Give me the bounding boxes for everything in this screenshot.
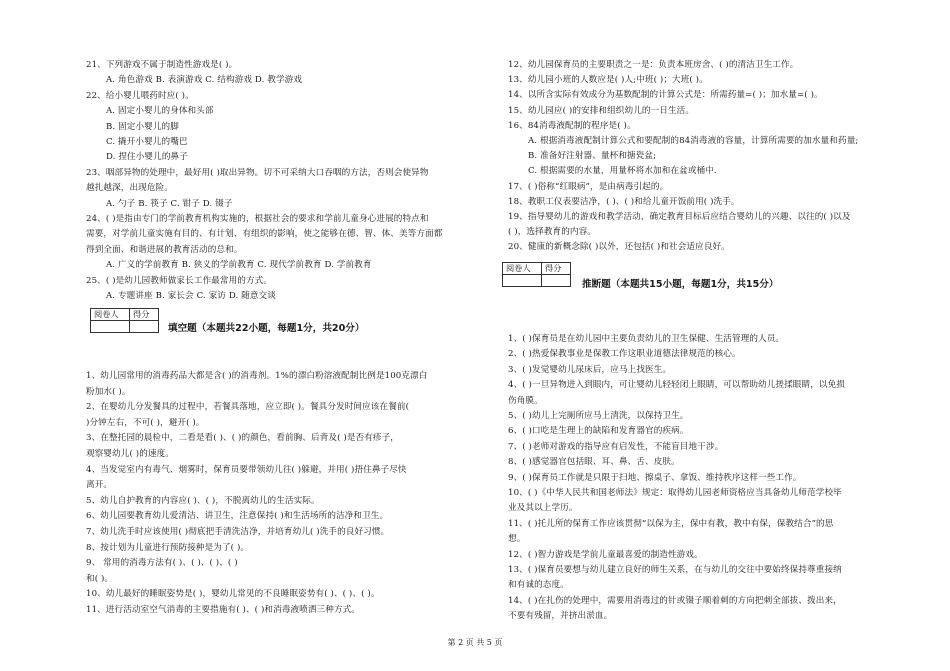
question-line: 8、( )感觉器官包括眼、耳、鼻、舌、皮肤。 xyxy=(508,457,680,468)
question-line: D. 捏住小婴儿的鼻子 xyxy=(106,152,188,163)
question-line: 25、( )是幼儿园教师做家长工作最常用的方式。 xyxy=(86,275,273,286)
question-line: 11、( )托儿所的保育工作应该贯彻“以保为主，保中有教，教中有保，保教结合”的思 xyxy=(508,518,834,529)
reviewer-label: 阅卷人 xyxy=(91,309,130,321)
question-line: 4、当发觉室内有毒气、烟雾时，保育员要带领幼儿往( )躲避，并用( )捂住鼻子尽快 xyxy=(86,464,407,475)
question-line: 13、幼儿园小班的人数应是( )人;中班( )；大班( )。 xyxy=(508,75,708,86)
question-line: 粉加水( )。 xyxy=(86,386,131,397)
question-line: 6、( )口吃是生理上的缺陷和发育器官的疾病。 xyxy=(508,426,689,437)
question-line: B. 准备好注射器、量杯和搪瓷盆; xyxy=(528,151,657,162)
question-line: 13、( )保育员要想与幼儿建立良好的师生关系，在与幼儿的交往中要始终保持尊重接纳 xyxy=(508,565,842,575)
question-line: 14、( )在扎伤的处理中，需要用消毒过的针或镊子顺着刺的方向把刺全部拔、拨出来， xyxy=(508,595,842,606)
question-line: 21、下列游戏不属于制造性游戏是( )。 xyxy=(86,60,238,70)
question-line: A. 勺子 B. 筷子 C. 钳子 D. 镊子 xyxy=(106,198,233,209)
question-line: ( )，选择教育的内容。 xyxy=(508,227,596,238)
question-line: 不要有残留，并挤出淤血。 xyxy=(508,611,613,622)
score-label: 得分 xyxy=(130,309,159,321)
question-line: 需要，对学前儿童实施有目的、有计划、有组织的影响，使之能够在德、智、体、美等方面都 xyxy=(86,229,443,240)
question-line: 业及其以上学历。 xyxy=(508,503,578,514)
question-line: A. 固定小婴儿的身体和头部 xyxy=(106,106,214,117)
score-label: 得分 xyxy=(542,263,571,275)
question-line: 7、幼儿洗手时应该使用( )彻底把手清洗洁净，并培育幼儿( )洗手的良好习惯。 xyxy=(86,527,390,537)
question-line: C. 根据需要的水量，用量杯将水加和在盆或桶中. xyxy=(528,166,717,177)
question-line: A. 根据消毒液配制计算公式和要配制的84消毒液的容量，计算所需要的加水量和药量; xyxy=(528,136,859,146)
question-line: 10、( )《中华人民共和国老师法》规定：取得幼儿园老师资格应当具备幼儿师范学校毕 xyxy=(508,488,842,498)
question-line: 11、进行活动室空气消毒的主要措施有( )、( )和消毒液喷洒三种方式。 xyxy=(86,605,361,615)
question-line: 1、( )保育员是在幼儿园中主要负责幼儿的卫生保健、生活管理的人员。 xyxy=(508,334,785,344)
section-title-fill-in: 填空题（本题共22小题，每题1分，共20分） xyxy=(168,323,365,334)
question-line: 2、在婴幼儿分发餐具的过程中，若餐具落地，应立即( )。餐具分发时间应该在餐前( xyxy=(86,402,410,413)
score-cell xyxy=(130,321,159,333)
question-line: 离开。 xyxy=(86,480,113,491)
question-line: 19、指导婴幼儿的游戏和教学活动，确定教育目标后应结合婴幼儿的兴趣、以往的( )以及 xyxy=(508,212,851,222)
question-line: A. 角色游戏 B. 表演游戏 C. 结构游戏 D. 教学游戏 xyxy=(106,75,303,86)
question-line: 12、幼儿园保育员的主要职责之一是：负责本班房舍、( )的清洁卫生工作。 xyxy=(508,60,799,70)
question-line: 1、幼儿园常用的消毒药品大都是含( )的消毒剂。1%的漂白粉溶液配制比例是100克漂白 xyxy=(86,371,428,381)
question-line: 9、( )保育员工作就是只限于扫地、擦桌子、拿饭、维持秩序这样一些工作。 xyxy=(508,472,802,483)
question-line: 9、 常用的消毒方法有( )、( )、( )、( ) xyxy=(86,558,238,569)
question-line: 5、( )幼儿上完厕所应马上清洗，以保持卫生。 xyxy=(508,411,689,421)
question-line: 18、教职工仪表要洁净，( )、( )和给儿童开饭前用( )洗手。 xyxy=(508,196,740,207)
question-line: 3、在整托园的晨检中，二看是看( )、( )的颜色，看前胸、后背及( )是否有疹子， xyxy=(86,433,399,444)
score-box-judge xyxy=(502,262,571,287)
question-line: 15、幼儿园应( )的安排和组织幼儿的一日生活。 xyxy=(508,105,695,116)
question-line: 10、幼儿最好的睡眠姿势是( )，婴幼儿常见的不良睡眠姿势有( )、( )、( )。 xyxy=(86,589,380,600)
question-line: A. 专题讲座 B. 家长会 C. 家访 D. 随意交谈 xyxy=(106,291,276,301)
question-line: 观察婴幼儿( )的速度。 xyxy=(86,449,174,459)
question-line: )分钟左右，不可( )，避开( )。 xyxy=(86,417,205,428)
question-line: A. 广义的学前教育 B. 狭义的学前教育 C. 现代学前教育 D. 学前教育 xyxy=(106,260,372,271)
question-line: 想。 xyxy=(508,534,526,545)
question-line: 17、( )俗称“红眼病”，是由病毒引起的。 xyxy=(508,181,669,192)
question-line: 20、健康的新概念除( )以外，还包括( )和社会适应良好。 xyxy=(508,242,730,253)
reviewer-cell xyxy=(91,321,130,333)
question-line: 得到全面、和谐进展的教育活动的总和。 xyxy=(86,244,243,255)
question-line: 6、幼儿园要教育幼儿爱清洁、讲卫生，注意保持( )和生活场所的洁净和卫生。 xyxy=(86,511,389,522)
question-line: 14、以所含实际有效成分为基数配制的计算公式是：所需药量=( )；加水量=( )。 xyxy=(508,90,823,101)
section-title-judgement: 推断题（本题共15小题，每题1分，共15分） xyxy=(582,279,779,290)
question-line: 和( )。 xyxy=(86,573,114,584)
question-line: 伤角膜。 xyxy=(508,395,543,406)
reviewer-cell xyxy=(503,275,542,287)
question-line: C. 撬开小婴儿的嘴巴 xyxy=(106,137,188,147)
question-line: 22、给小婴儿喂药时应( )。 xyxy=(86,90,194,101)
question-line: 2、( )热爱保教事业是保教工作这职业道德法律规范的核心。 xyxy=(508,349,741,360)
question-line: 7、( )老师对游戏的指导应有启发性，不能盲目地干涉。 xyxy=(508,441,724,452)
score-cell xyxy=(542,275,571,287)
reviewer-label: 阅卷人 xyxy=(503,263,542,275)
question-line: 23、咽部异物的处理中，最好用( )取出异物。切不可采纳大口吞咽的方法，否则会使异物 xyxy=(86,167,429,178)
question-line: B. 固定小婴儿的脚 xyxy=(106,121,179,132)
question-line: 5、幼儿自护教育的内容应( )、( )，不脱离幼儿的生活实际。 xyxy=(86,495,320,506)
question-line: 16、84消毒液配制的程序是( )。 xyxy=(508,120,636,131)
question-line: 越扎越深，出现危险。 xyxy=(86,183,173,194)
question-line: 24、( )是指由专门的学前教育机构实施的，根据社会的要求和学前儿童身心进展的特点和 xyxy=(86,214,429,224)
question-line: 12、( )智力游戏是学前儿童最喜爱的制造性游戏。 xyxy=(508,549,703,560)
question-line: 3、( )发觉婴幼儿尿床后，应马上找医生。 xyxy=(508,364,672,375)
question-line: 4、( )一旦异物进入到眼内，可让婴幼儿轻轻闭上眼睛，可以帮助幼儿搓揉眼睛，以免损 xyxy=(508,380,845,391)
question-line: 8、按计划为儿童进行预防接种是为了( )。 xyxy=(86,542,250,553)
score-box-fill xyxy=(90,308,159,333)
page-number: 第 2 页 共 5 页 xyxy=(447,638,503,647)
question-line: 和有诚的态度。 xyxy=(508,580,569,591)
